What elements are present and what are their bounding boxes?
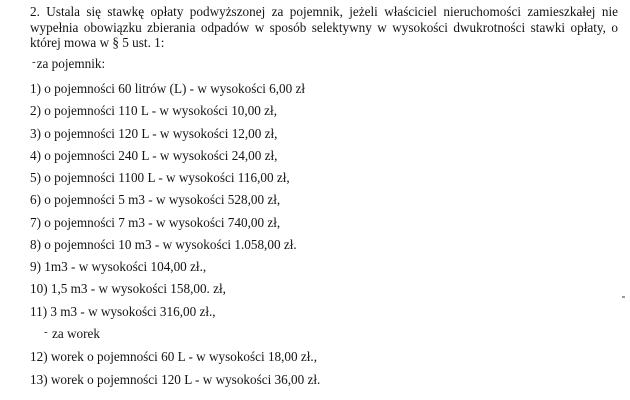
list-item: 6) o pojemności 5 m3 - w wysokości 528,00 zł,: [30, 192, 281, 207]
scan-mark: [622, 296, 625, 298]
list-item: 2) o pojemności 110 L - w wysokości 10,00 zł,: [30, 103, 277, 118]
list-item: 11) 3 m3 - w wysokości 316,00 zł.,: [30, 304, 216, 319]
list-item: 9) 1m3 - w wysokości 104,00 zł.,: [30, 259, 207, 274]
bullet-dash: -: [44, 326, 48, 338]
section-label: za pojemnik:: [36, 56, 106, 71]
list-item: 3) o pojemności 120 L - w wysokości 12,00 zł,: [30, 126, 278, 141]
list-item: 8) o pojemności 10 m3 - w wysokości 1.058,00 zł.: [30, 237, 297, 252]
list-item: 5) o pojemności 1100 L - w wysokości 116,00 zł,: [30, 170, 290, 185]
list-item: 10) 1,5 m3 - w wysokości 158,00. zł,: [30, 281, 226, 296]
section-heading-containers: [32, 56, 105, 73]
list-item: 7) o pojemności 7 m3 - w wysokości 740,00 zł,: [30, 215, 281, 230]
list-item: 12) worek o pojemności 60 L - w wysokości 18,00 zł.,: [30, 349, 318, 364]
bullet-dash: -: [32, 56, 36, 68]
section-label: za worek: [51, 326, 100, 341]
list-item: 13) worek o pojemności 120 L - w wysokości 36,00 zł.: [30, 372, 321, 387]
list-item: 1) o pojemności 60 litrów (L) - w wysokości 6,00 zł: [30, 81, 306, 96]
list-item: 4) o pojemności 240 L - w wysokości 24,00 zł,: [30, 148, 278, 163]
section-heading-bags: [44, 326, 100, 343]
intro-paragraph: 2. Ustala się stawkę opłaty podwyższonej za pojemnik, jeżeli właściciel nieruchomości zamieszkałej nie wypełnia obowiązku zbierania odpadów w sposób selektywny w wysokości dwukrotności stawki opłaty, o której mowa w § 5 ust. 1:: [30, 4, 618, 51]
